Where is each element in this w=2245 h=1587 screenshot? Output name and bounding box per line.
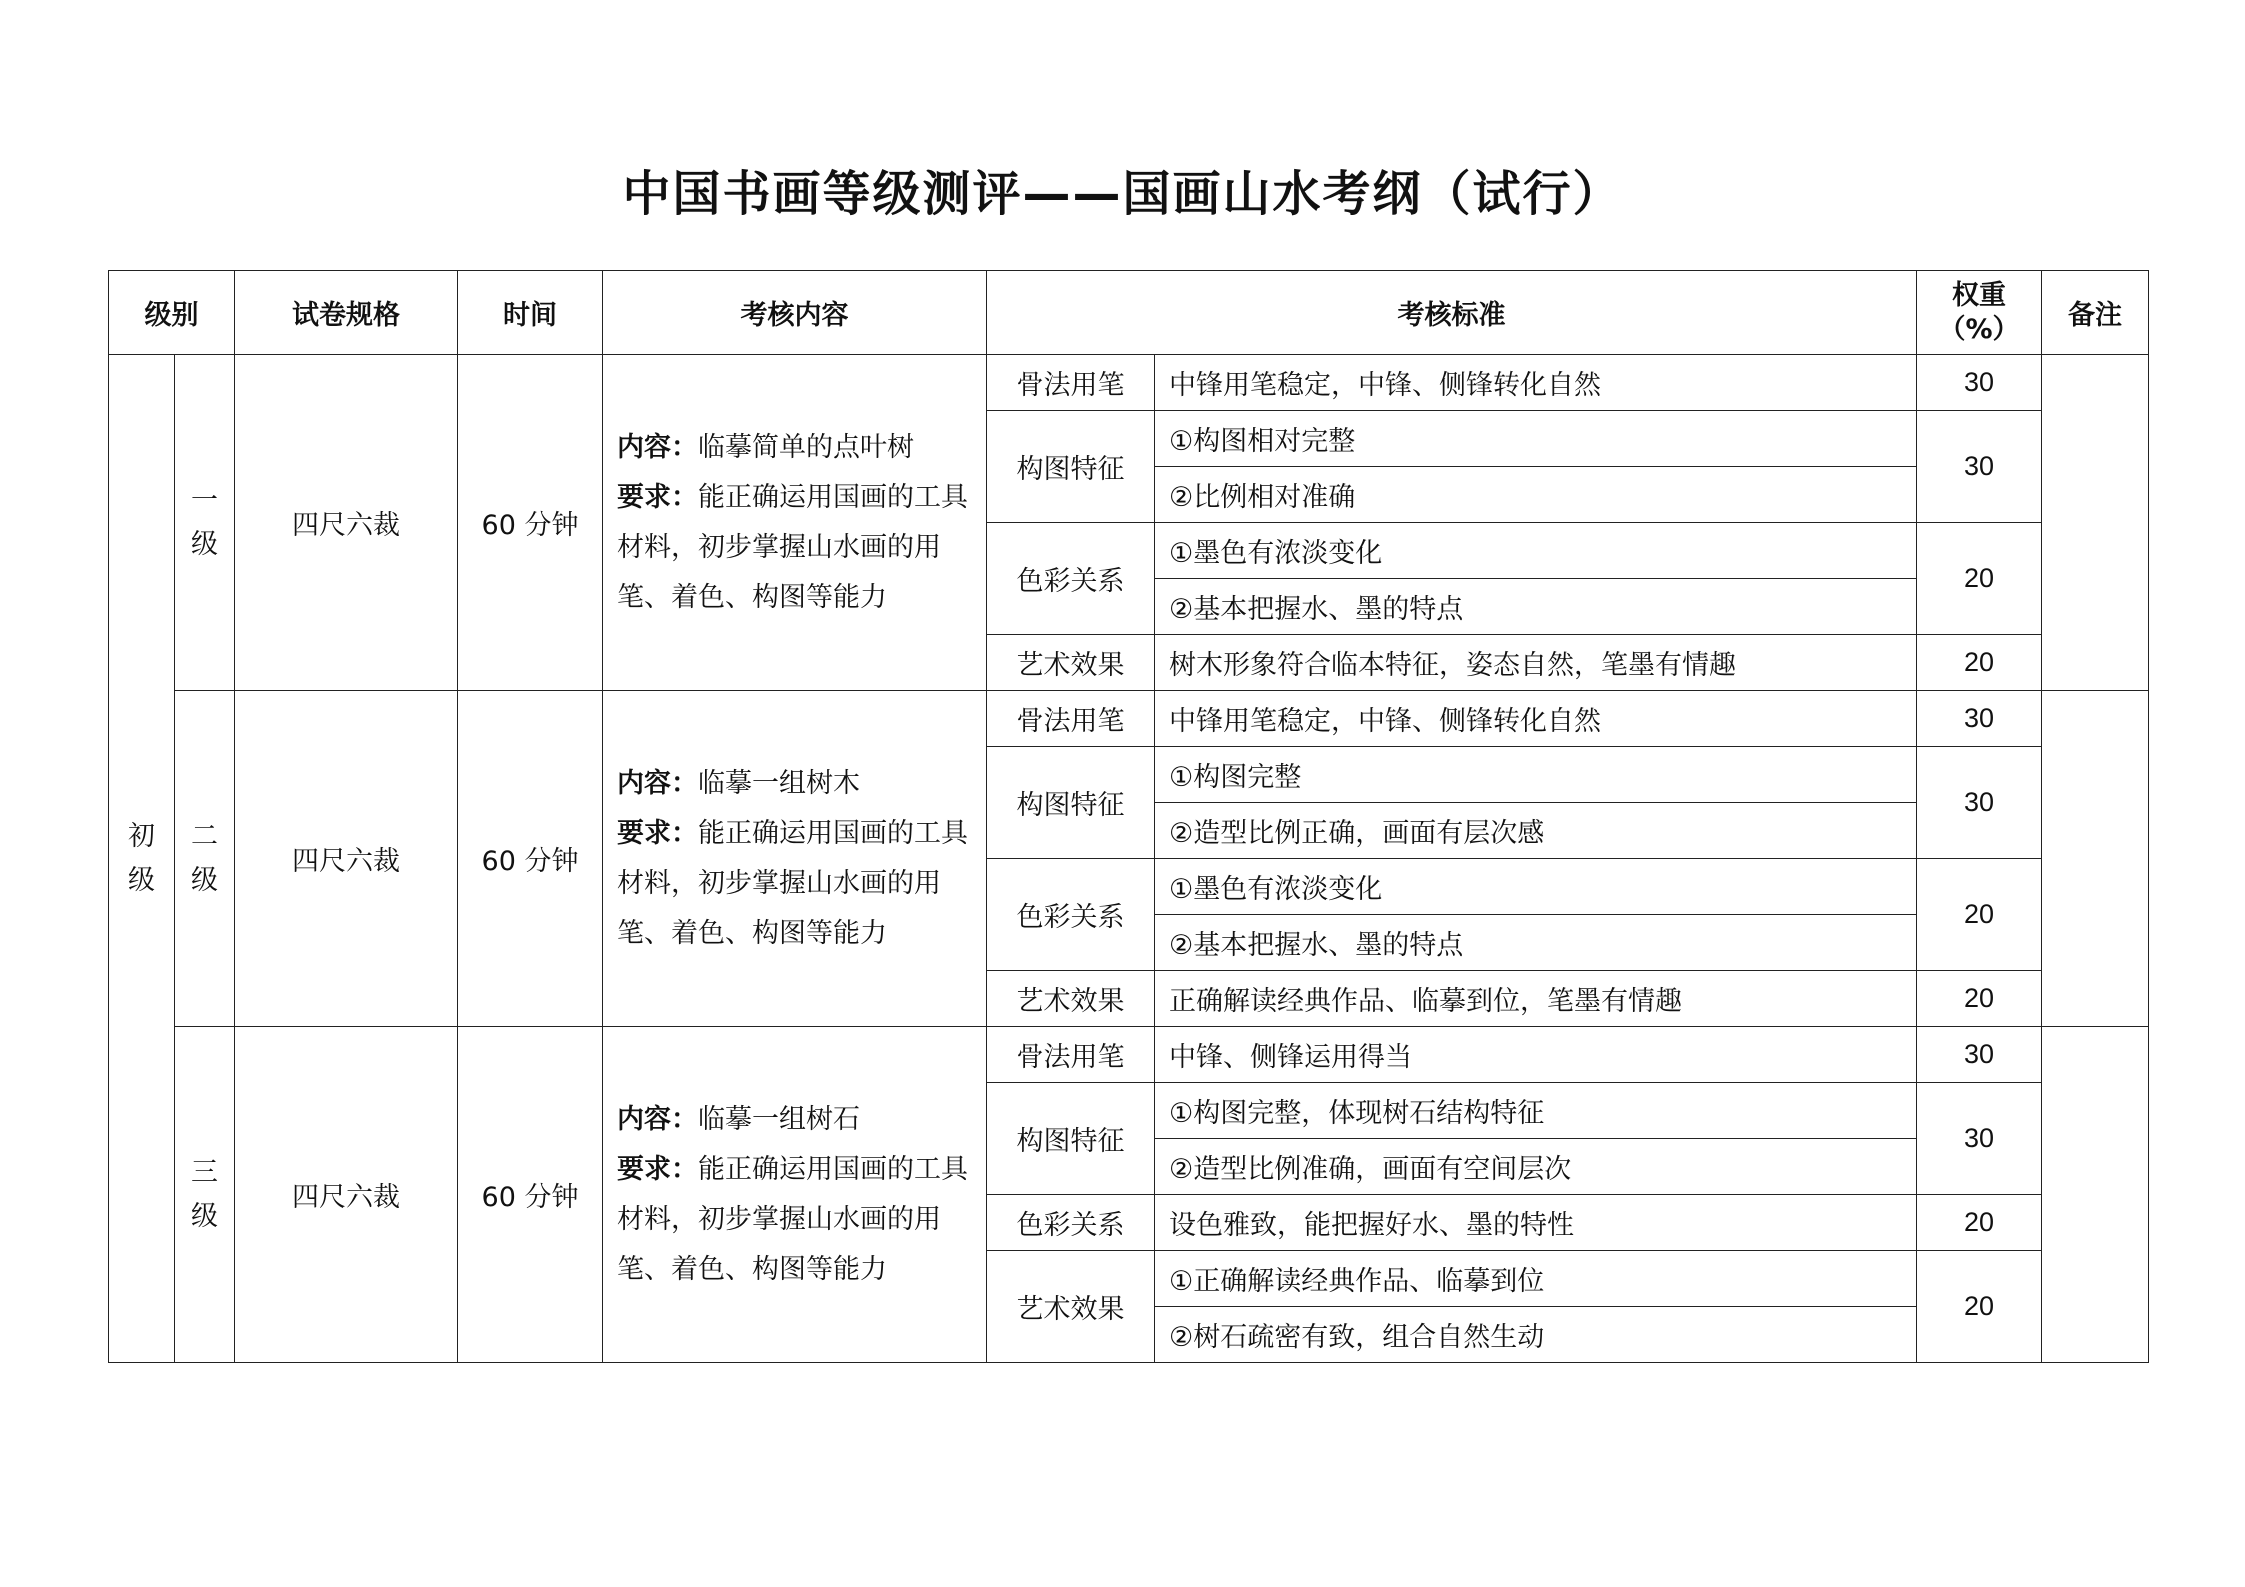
weight-cell: 30 [1917,1027,2042,1083]
content-cell [603,691,987,1027]
criterion-category: 构图特征 [987,747,1155,859]
table-row [109,691,2149,747]
remarks-cell [2042,1027,2149,1363]
requirement-line [617,809,972,959]
weight-cell: 30 [1917,1083,2042,1195]
criterion-item: ①构图完整 [1155,747,1917,803]
tier-cell [109,355,175,1363]
criterion-item: ②造型比例准确，画面有空间层次 [1155,1139,1917,1195]
criterion-category: 艺术效果 [987,1251,1155,1363]
requirement-text: 能正确运用国画的工具材料，初步掌握山水画的用笔、着色、构图等能力 [617,817,968,949]
weight-cell: 30 [1917,691,2042,747]
content-line [617,423,972,473]
level-cell [175,691,235,1027]
level-char: 二 [191,820,218,852]
criterion-item: 设色雅致，能把握好水、墨的特性 [1155,1195,1917,1251]
time-cell: 60 分钟 [458,355,603,691]
tier-char: 初 [128,820,155,852]
criterion-item: ②树石疏密有致，组合自然生动 [1155,1307,1917,1363]
weight-cell: 30 [1917,411,2042,523]
requirement-label: 要求： [617,1153,698,1185]
table-row [109,355,2149,411]
requirement-text: 能正确运用国画的工具材料，初步掌握山水画的用笔、着色、构图等能力 [617,481,968,613]
level-cell [175,1027,235,1363]
header-standard: 考核标准 [987,271,1917,355]
criterion-item: ②比例相对准确 [1155,467,1917,523]
remarks-cell [2042,691,2149,1027]
criterion-category: 色彩关系 [987,523,1155,635]
criterion-item: ①正确解读经典作品、临摹到位 [1155,1251,1917,1307]
criterion-category: 艺术效果 [987,635,1155,691]
content-cell [603,1027,987,1363]
level-char: 级 [191,864,218,896]
content-line [617,1095,972,1145]
level-char: 一 [191,484,218,516]
criterion-category: 骨法用笔 [987,1027,1155,1083]
header-weight-line2: （%） [1938,313,2020,345]
header-spec: 试卷规格 [235,271,458,355]
spec-cell: 四尺六裁 [235,691,458,1027]
weight-cell: 20 [1917,971,2042,1027]
level-cell [175,355,235,691]
content-text: 临摹一组树木 [698,767,860,799]
syllabus-body [109,355,2149,1363]
criterion-item: ②基本把握水、墨的特点 [1155,915,1917,971]
criterion-item: ②造型比例正确，画面有层次感 [1155,803,1917,859]
header-level: 级别 [109,271,235,355]
content-label: 内容： [617,431,698,463]
criterion-category: 色彩关系 [987,1195,1155,1251]
criterion-item: ②基本把握水、墨的特点 [1155,579,1917,635]
criterion-item: ①构图完整，体现树石结构特征 [1155,1083,1917,1139]
content-text: 临摹一组树石 [698,1103,860,1135]
criterion-category: 骨法用笔 [987,355,1155,411]
document-title: 中国书画等级测评——国画山水考纲（试行） [622,166,1623,222]
header-weight [1917,271,2042,355]
criterion-category: 构图特征 [987,411,1155,523]
header-time: 时间 [458,271,603,355]
requirement-text: 能正确运用国画的工具材料，初步掌握山水画的用笔、着色、构图等能力 [617,1153,968,1285]
criterion-item: ①墨色有浓淡变化 [1155,859,1917,915]
time-cell: 60 分钟 [458,691,603,1027]
header-weight-line1: 权重 [1952,279,2006,311]
weight-cell: 30 [1917,355,2042,411]
header-remarks: 备注 [2042,271,2149,355]
criterion-category: 艺术效果 [987,971,1155,1027]
header-content: 考核内容 [603,271,987,355]
time-cell: 60 分钟 [458,1027,603,1363]
syllabus-table [108,270,2149,1363]
remarks-cell [2042,355,2149,691]
criterion-item: ①构图相对完整 [1155,411,1917,467]
level-char: 级 [191,528,218,560]
weight-cell: 20 [1917,1195,2042,1251]
weight-cell: 20 [1917,859,2042,971]
requirement-label: 要求： [617,817,698,849]
content-text: 临摹简单的点叶树 [698,431,914,463]
criterion-item: ①墨色有浓淡变化 [1155,523,1917,579]
level-char: 三 [191,1156,218,1188]
spec-cell: 四尺六裁 [235,355,458,691]
weight-cell: 20 [1917,523,2042,635]
criterion-item: 正确解读经典作品、临摹到位，笔墨有情趣 [1155,971,1917,1027]
criterion-category: 骨法用笔 [987,691,1155,747]
criterion-item: 树木形象符合临本特征，姿态自然，笔墨有情趣 [1155,635,1917,691]
requirement-label: 要求： [617,481,698,513]
content-label: 内容： [617,767,698,799]
content-line [617,759,972,809]
table-row [109,1027,2149,1083]
requirement-line [617,473,972,623]
weight-cell: 20 [1917,1251,2042,1363]
criterion-category: 色彩关系 [987,859,1155,971]
content-label: 内容： [617,1103,698,1135]
weight-cell: 20 [1917,635,2042,691]
content-cell [603,355,987,691]
criterion-item: 中锋用笔稳定，中锋、侧锋转化自然 [1155,691,1917,747]
criterion-item: 中锋用笔稳定，中锋、侧锋转化自然 [1155,355,1917,411]
tier-char: 级 [128,864,155,896]
level-char: 级 [191,1200,218,1232]
spec-cell: 四尺六裁 [235,1027,458,1363]
header-row [109,271,2149,355]
criterion-item: 中锋、侧锋运用得当 [1155,1027,1917,1083]
criterion-category: 构图特征 [987,1083,1155,1195]
requirement-line [617,1145,972,1295]
weight-cell: 30 [1917,747,2042,859]
